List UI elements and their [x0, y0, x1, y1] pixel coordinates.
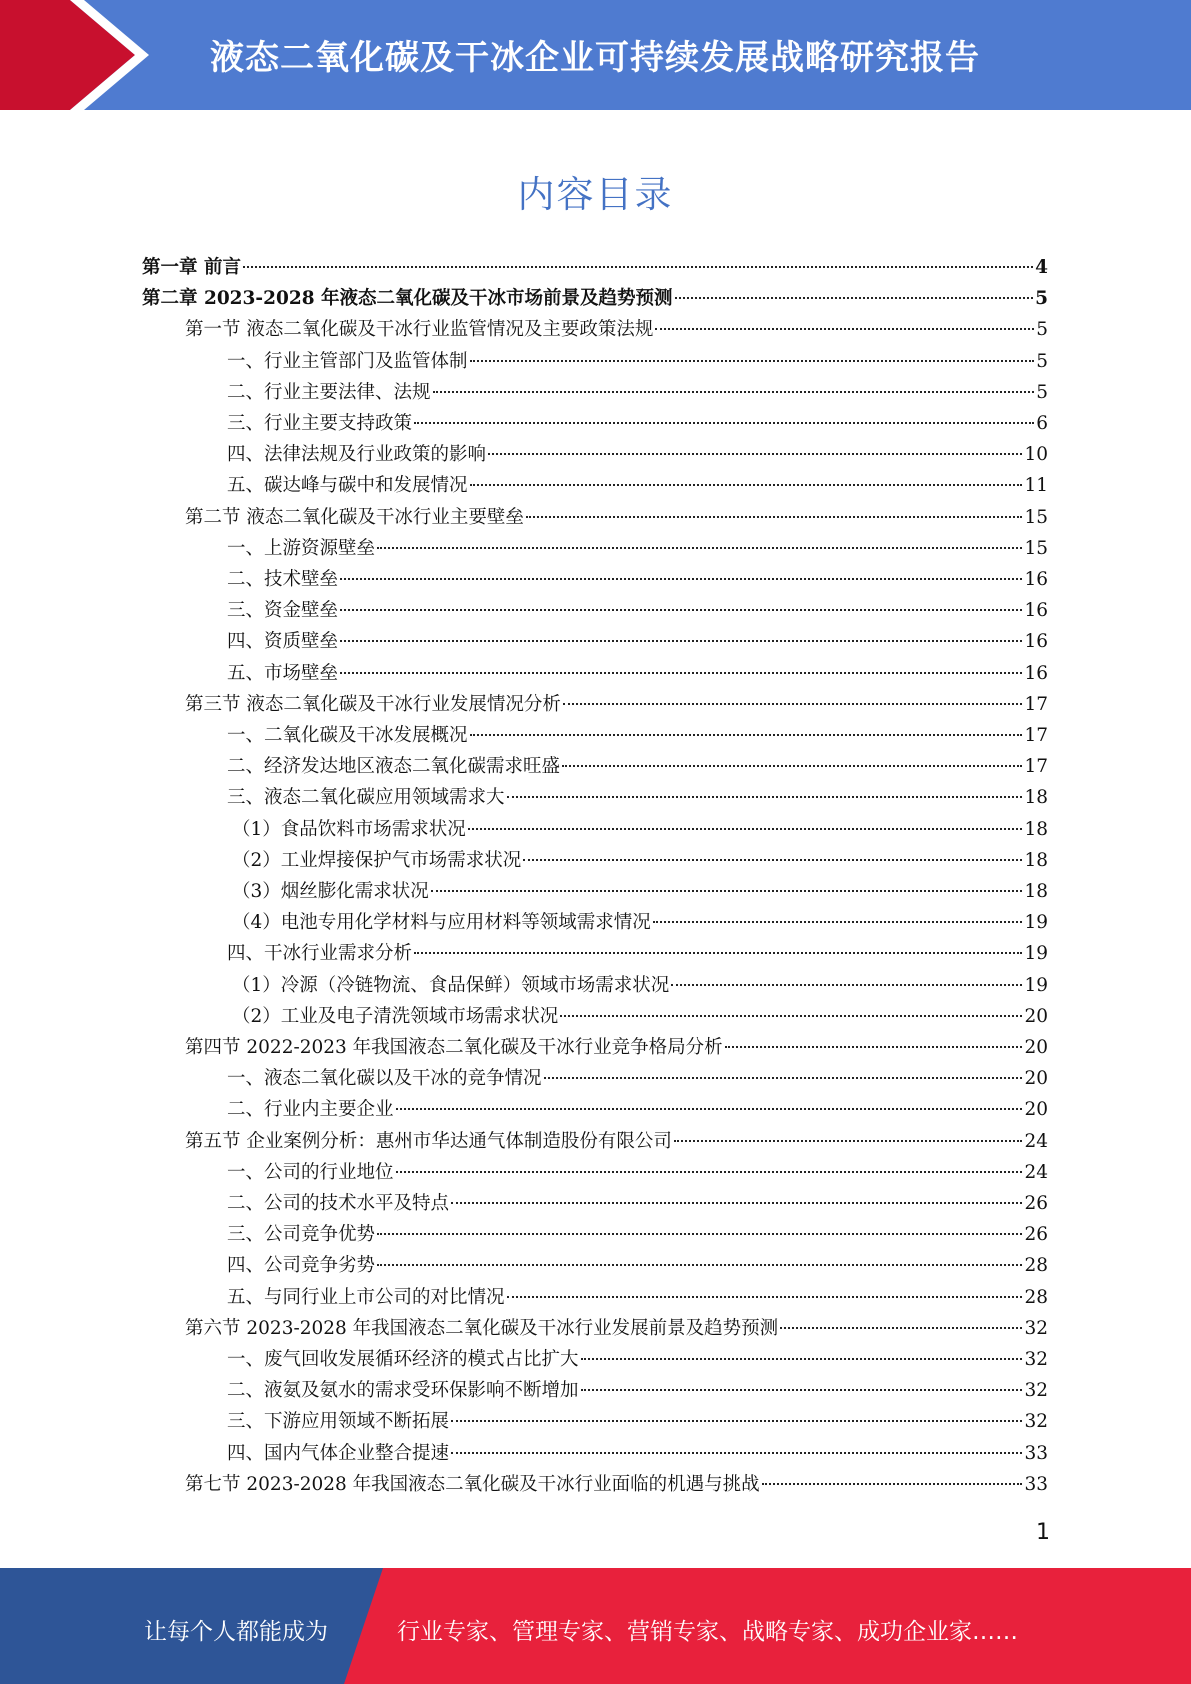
toc-entry-label: 二、公司的技术水平及特点 — [227, 1193, 450, 1214]
toc-entry[interactable] — [227, 565, 1048, 596]
toc-heading: 内容目录 — [517, 173, 674, 216]
toc-entry[interactable] — [232, 846, 1048, 877]
toc-entry[interactable] — [227, 939, 1048, 970]
toc-entry-page: 28 — [1024, 1255, 1048, 1277]
footer-slogan-right: 行业专家、管理专家、营销专家、战略专家、成功企业家…… — [397, 1619, 1018, 1645]
toc-dot-leader — [340, 578, 1022, 580]
toc-entry-page: 19 — [1024, 974, 1048, 996]
toc-entry-label: 第二章 2023-2028 年液态二氧化碳及干冰市场前景及趋势预测 — [142, 288, 673, 310]
toc-entry-page: 24 — [1024, 1161, 1048, 1183]
toc-dot-leader — [451, 1420, 1022, 1422]
toc-entry[interactable] — [227, 1345, 1048, 1376]
toc-entry[interactable] — [227, 596, 1048, 627]
toc-entry[interactable] — [185, 1033, 1048, 1064]
toc-dot-leader — [544, 1077, 1023, 1079]
toc-dot-leader — [675, 297, 1034, 299]
toc-dot-leader — [725, 1046, 1023, 1048]
toc-dot-leader — [470, 360, 1035, 362]
toc-entry-label: 二、经济发达地区液态二氧化碳需求旺盛 — [227, 756, 561, 778]
toc-dot-leader — [377, 1264, 1022, 1266]
toc-entry-label: 四、国内气体企业整合提速 — [227, 1442, 450, 1464]
toc-entry-page: 19 — [1024, 943, 1048, 965]
toc-entry-label: 五、与同行业上市公司的对比情况 — [227, 1286, 505, 1308]
toc-entry-label: 三、下游应用领域不断拓展 — [227, 1411, 450, 1433]
toc-entry[interactable] — [227, 721, 1048, 752]
toc-entry-page: 32 — [1024, 1349, 1048, 1370]
toc-entry[interactable] — [227, 1251, 1048, 1282]
toc-entry-label: 第三节 液态二氧化碳及干冰行业发展情况分析 — [185, 693, 561, 715]
toc-entry[interactable] — [142, 253, 1048, 284]
toc-entry[interactable] — [232, 877, 1048, 908]
page-number: 1 — [1036, 1520, 1050, 1545]
toc-entry[interactable] — [185, 503, 1048, 534]
toc-entry[interactable] — [227, 1189, 1048, 1220]
toc-entry[interactable] — [227, 1439, 1048, 1470]
toc-entry-page: 18 — [1024, 787, 1048, 809]
toc-entry[interactable] — [232, 1002, 1048, 1033]
toc-entry-label: 第二节 液态二氧化碳及干冰行业主要壁垒 — [185, 506, 524, 528]
report-title: 液态二氧化碳及干冰企业可持续发展战略研究报告 — [210, 38, 980, 78]
toc-entry-page: 10 — [1024, 444, 1048, 466]
toc-entry[interactable] — [227, 1220, 1048, 1251]
toc-entry-page: 5 — [1036, 319, 1048, 341]
toc-entry-page: 15 — [1024, 506, 1048, 528]
toc-entry[interactable] — [227, 1283, 1048, 1314]
toc-entry[interactable] — [227, 534, 1048, 565]
toc-entry-label: 五、市场壁垒 — [227, 662, 339, 684]
toc-entry-page: 26 — [1024, 1224, 1048, 1246]
toc-dot-leader — [653, 921, 1023, 923]
toc-entry-page: 16 — [1024, 662, 1048, 684]
toc-entry-label: 二、技术壁垒 — [227, 569, 339, 590]
toc-entry-label: 四、公司竞争劣势 — [227, 1255, 376, 1277]
toc-entry-label: 一、废气回收发展循环经济的模式占比扩大 — [227, 1349, 579, 1370]
toc-entry-page: 6 — [1036, 413, 1048, 434]
toc-dot-leader — [243, 266, 1033, 268]
toc-entry-label: 第四节 2022-2023 年我国液态二氧化碳及干冰行业竞争格局分析 — [185, 1037, 723, 1058]
toc-entry-page: 24 — [1024, 1130, 1048, 1152]
toc-dot-leader — [780, 1327, 1022, 1329]
toc-entry-page: 5 — [1036, 381, 1048, 403]
toc-entry-page: 20 — [1024, 1005, 1048, 1027]
toc-entry-label: 第五节 企业案例分析：惠州市华达通气体制造股份有限公司 — [185, 1130, 672, 1152]
toc-entry-label: （1）食品饮料市场需求状况 — [232, 818, 466, 840]
toc-entry[interactable] — [232, 971, 1048, 1002]
toc-entry-label: 三、资金壁垒 — [227, 600, 339, 622]
toc-dot-leader — [431, 890, 1023, 892]
toc-entry[interactable] — [227, 1095, 1048, 1126]
toc-entry[interactable] — [227, 409, 1048, 440]
toc-dot-leader — [377, 547, 1022, 549]
toc-entry-label: 三、行业主要支持政策 — [227, 413, 413, 434]
toc-entry-label: 第七节 2023-2028 年我国液态二氧化碳及干冰行业面临的机遇与挑战 — [185, 1473, 760, 1495]
toc-entry[interactable] — [185, 315, 1048, 346]
toc-entry[interactable] — [185, 1470, 1048, 1501]
toc-entry-label: 二、行业主要法律、法规 — [227, 381, 431, 403]
toc-entry[interactable] — [227, 347, 1048, 378]
toc-entry[interactable] — [227, 1064, 1048, 1095]
toc-dot-leader — [526, 516, 1023, 518]
toc-entry-page: 32 — [1024, 1411, 1048, 1433]
toc-entry-label: （3）烟丝膨化需求状况 — [232, 881, 429, 902]
toc-dot-leader — [581, 1389, 1023, 1391]
toc-entry[interactable] — [227, 659, 1048, 690]
toc-entry-page: 17 — [1024, 693, 1048, 715]
toc-entry[interactable] — [227, 783, 1048, 814]
toc-entry-page: 33 — [1024, 1442, 1048, 1464]
toc-dot-leader — [562, 765, 1022, 767]
toc-dot-leader — [674, 1140, 1023, 1142]
toc-entry[interactable] — [227, 378, 1048, 409]
toc-dot-leader — [581, 1358, 1023, 1360]
toc-entry-page: 32 — [1024, 1317, 1048, 1339]
toc-entry[interactable] — [232, 815, 1048, 846]
toc-dot-leader — [560, 1015, 1022, 1017]
toc-entry-label: 五、碳达峰与碳中和发展情况 — [227, 475, 468, 497]
toc-entry-label: 一、公司的行业地位 — [227, 1161, 394, 1183]
toc-entry-label: 二、行业内主要企业 — [227, 1099, 394, 1121]
toc-entry-label: （2）工业及电子清洗领域市场需求状况 — [232, 1005, 559, 1027]
toc-entry[interactable] — [185, 1127, 1048, 1158]
toc-entry-label: （2）工业焊接保护气市场需求状况 — [232, 849, 522, 871]
toc-entry[interactable] — [227, 1158, 1048, 1189]
toc-entry-label: 四、资质壁垒 — [227, 631, 339, 653]
toc-entry-page: 26 — [1024, 1193, 1048, 1214]
toc-dot-leader — [655, 328, 1034, 330]
header-arrow-decoration — [0, 0, 160, 110]
toc-entry-page: 18 — [1024, 881, 1048, 902]
toc-entry-label: 三、液态二氧化碳应用领域需求大 — [227, 787, 505, 809]
toc-dot-leader — [451, 1452, 1022, 1454]
toc-dot-leader — [470, 734, 1023, 736]
toc-entry[interactable] — [227, 752, 1048, 783]
toc-entry[interactable] — [227, 440, 1048, 471]
toc-entry-page: 20 — [1024, 1068, 1048, 1090]
toc-entry[interactable] — [232, 908, 1048, 939]
toc-entry-page: 17 — [1024, 725, 1048, 746]
toc-entry-label: 第六节 2023-2028 年我国液态二氧化碳及干冰行业发展前景及趋势预测 — [185, 1317, 779, 1339]
toc-entry[interactable] — [227, 471, 1048, 502]
toc-entry-label: 一、上游资源壁垒 — [227, 537, 376, 559]
toc-entry-label: 第一章 前言 — [142, 257, 241, 278]
toc-entry-page: 15 — [1024, 537, 1048, 559]
toc-dot-leader — [340, 640, 1022, 642]
page-footer — [0, 1568, 1191, 1684]
toc-dot-leader — [433, 391, 1035, 393]
toc-entry-page: 4 — [1035, 257, 1048, 278]
toc-entry[interactable] — [142, 284, 1048, 315]
toc-entry-label: （4）电池专用化学材料与应用材料等领域需求情况 — [232, 912, 651, 934]
toc-entry-label: 一、二氧化碳及干冰发展概况 — [227, 725, 468, 746]
toc-entry-page: 20 — [1024, 1037, 1048, 1058]
toc-entry-page: 19 — [1024, 912, 1048, 934]
toc-dot-leader — [523, 859, 1022, 861]
toc-dot-leader — [396, 1171, 1023, 1173]
footer-slogan-left: 让每个人都能成为 — [144, 1619, 328, 1645]
toc-entry-page: 16 — [1024, 569, 1048, 590]
toc-entry[interactable] — [185, 690, 1048, 721]
toc-entry-page: 16 — [1024, 631, 1048, 653]
toc-dot-leader — [507, 796, 1023, 798]
toc-entry-page: 17 — [1024, 756, 1048, 778]
toc-entry-page: 32 — [1024, 1380, 1048, 1402]
toc-entry[interactable] — [227, 627, 1048, 658]
toc-entry-page: 5 — [1035, 288, 1048, 310]
page-header — [0, 0, 1191, 110]
toc-entry[interactable] — [227, 1407, 1048, 1438]
toc-entry-label: 第一节 液态二氧化碳及干冰行业监管情况及主要政策法规 — [185, 319, 654, 341]
toc-entry-page: 18 — [1024, 818, 1048, 840]
toc-entry-page: 33 — [1024, 1473, 1048, 1495]
toc-entry-page: 28 — [1024, 1286, 1048, 1308]
toc-entry-label: 四、干冰行业需求分析 — [227, 943, 413, 965]
toc-dot-leader — [414, 952, 1022, 954]
toc-entry-label: 四、法律法规及行业政策的影响 — [227, 444, 487, 466]
toc-entry-page: 5 — [1036, 350, 1048, 372]
toc-entry-label: 二、液氨及氨水的需求受环保影响不断增加 — [227, 1380, 579, 1402]
toc-entry-label: 一、行业主管部门及监管体制 — [227, 350, 468, 372]
toc-entry[interactable] — [185, 1314, 1048, 1345]
toc-entry-page: 20 — [1024, 1099, 1048, 1121]
toc-dot-leader — [563, 703, 1023, 705]
toc-entry[interactable] — [227, 1376, 1048, 1407]
toc-dot-leader — [488, 453, 1022, 455]
toc-entry-page: 18 — [1024, 849, 1048, 871]
toc-dot-leader — [451, 1202, 1022, 1204]
toc-dot-leader — [762, 1483, 1023, 1485]
toc-entry-label: （1）冷源（冷链物流、食品保鲜）领域市场需求状况 — [232, 974, 670, 996]
toc-dot-leader — [414, 422, 1034, 424]
toc-dot-leader — [671, 984, 1022, 986]
toc-entry-page: 16 — [1024, 600, 1048, 622]
toc-dot-leader — [340, 609, 1022, 611]
toc-entry-label: 三、公司竞争优势 — [227, 1224, 376, 1246]
toc-dot-leader — [507, 1296, 1023, 1298]
toc-dot-leader — [340, 672, 1022, 674]
toc-dot-leader — [470, 484, 1023, 486]
toc-dot-leader — [396, 1108, 1023, 1110]
toc-dot-leader — [468, 828, 1023, 830]
toc-entry-page: 11 — [1024, 475, 1048, 497]
toc-entry-label: 一、液态二氧化碳以及干冰的竞争情况 — [227, 1068, 542, 1090]
toc-dot-leader — [377, 1233, 1022, 1235]
